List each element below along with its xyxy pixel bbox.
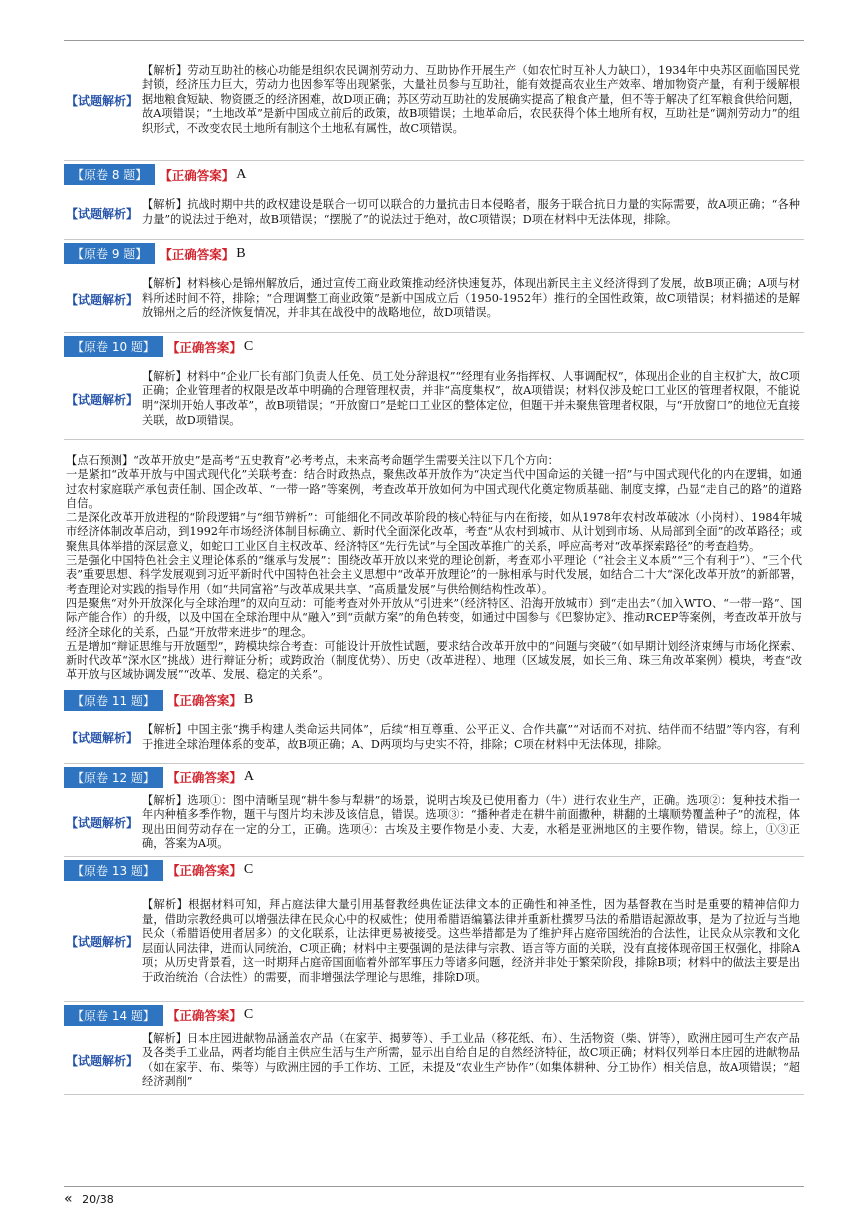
correct-answer: C xyxy=(243,338,254,354)
analysis-label: 【试题解析】 xyxy=(65,816,138,831)
correct-answer-label: 【正确答案】 xyxy=(166,339,242,355)
page-content xyxy=(64,40,804,1095)
question-header-8 xyxy=(64,164,804,185)
analysis-block-8 xyxy=(64,187,804,240)
correct-answer-label: 【正确答案】 xyxy=(166,863,242,879)
analysis-label: 【试题解析】 xyxy=(65,731,138,746)
question-number: 【原卷 8 题】 xyxy=(64,164,155,185)
correct-answer: B xyxy=(243,692,254,708)
prediction-intro: 【点石预测】“改革开放史”是高考“五史教育”必考考点，未来高考命题学生需要关注以下几个方向： xyxy=(66,454,559,467)
question-header-11 xyxy=(64,690,804,711)
footer-rule xyxy=(64,1186,804,1187)
analysis-label: 【试题解析】 xyxy=(65,1054,138,1069)
analysis-text: 【解析】中国主张“携手构建人类命运共同体”，后续“相互尊重、公平正义、合作共赢”“对话而不对抗、结伴而不结盟”等内容，有利于推进全球治理体系的变革，故B项正确；A、D两项均与史实不符，排除；C项在材料中无法体现，排除。 xyxy=(142,723,800,751)
correct-answer-label: 【正确答案】 xyxy=(159,246,235,262)
question-header-12 xyxy=(64,767,804,788)
question-header-10 xyxy=(64,336,804,357)
prediction-point-3: 三是强化中国特色社会主义理论体系的“继承与发展”：围绕改革开放以来党的理论创新，考查邓小平理论（“社会主义本质”“三个有利于”）、“三个代表”重要思想、科学发展观到习近平新时代中国特色社会主义思想中“改革开放理论”的一脉相承与时代发展，如结合二十大“深化改革开放”的新部署，考查理论对实践的指导作用（如“共同富裕”与改革成果共享、“高质量发展”与供给侧结构性改革）。 xyxy=(66,554,802,596)
question-number: 【原卷 10 题】 xyxy=(64,336,163,357)
correct-answer-label: 【正确答案】 xyxy=(166,770,242,786)
page-number: 20/38 xyxy=(82,1193,114,1206)
correct-answer: A xyxy=(236,166,247,182)
correct-answer: A xyxy=(243,769,255,785)
analysis-block-14 xyxy=(64,1028,804,1095)
analysis-block-11 xyxy=(64,713,804,764)
analysis-label: 【试题解析】 xyxy=(65,206,138,221)
analysis-block-10 xyxy=(64,359,804,440)
prediction-section xyxy=(64,440,804,687)
question-number: 【原卷 9 题】 xyxy=(64,243,155,264)
question-header-14 xyxy=(64,1005,804,1026)
analysis-text: 【解析】日本庄园进献物品涵盖农产品（在家芋、揭萝等）、手工业品（移花纸、布）、生活物资（柴、饼等），欧洲庄园可生产农产品及各类手工业品，两者均能自主供应生活与生产所需，显示出自给自足的自然经济特征，故C项正确；材料仅列举日本庄园的进献物品（如在家芋、布、柴等）与欧洲庄园的手工作坊、工匠，未提及“农业生产协作”（如集体耕种、分工协作）相关信息，故A项错误；“超经济剥削” xyxy=(142,1031,800,1089)
correct-answer: B xyxy=(236,245,246,261)
question-number: 【原卷 12 题】 xyxy=(64,767,163,788)
analysis-block-12 xyxy=(64,790,804,857)
correct-answer: C xyxy=(243,862,254,878)
correct-answer-label: 【正确答案】 xyxy=(166,693,242,709)
double-left-arrow-icon[interactable]: « xyxy=(64,1191,73,1207)
analysis-text: 【解析】材料核心是锦州解放后，通过宣传工商业政策推动经济快速复苏，体现出新民主主义经济得到了发展，故B项正确；A项与材料所述时间不符，排除；“合理调整工商业政策”是新中国成立后（1950-1952年）推行的全国性政策，故C项错误；材料描述的是解放锦州之后的经济恢复情况，并非其在战役中的战略地位，故D项错误。 xyxy=(142,277,800,320)
prediction-point-1: 一是紧扣“改革开放与中国式现代化”关联考查：结合时政热点，聚焦改革开放作为“决定当代中国命运的关键一招”与中国式现代化的内在逻辑，如通过农村家庭联产承包责任制、国企改革、“一带一路”等案例，考查改革开放如何为中国式现代化奠定物质基础、制度支撑，凸显“走自己的路”的道路自信。 xyxy=(66,468,802,510)
analysis-block-9 xyxy=(64,266,804,333)
question-number: 【原卷 14 题】 xyxy=(64,1005,163,1026)
analysis-text: 【解析】选项①：图中清晰呈现“耕牛参与犁耕”的场景，说明古埃及已使用畜力（牛）进行农业生产，正确。选项②：复种技术指一年内种植多季作物，题干与图片均未涉及该信息，错误。选项③：“播种者走在耕牛前面撒种，耕翻的土壤顺势覆盖种子”的流程，体现出田间劳动存在一定的分工，正确。选项④：古埃及主要作物是小麦、大麦，水稻是亚洲地区的主要作物，错误。综上，①③正确，答案为A项。 xyxy=(142,793,800,851)
correct-answer-label: 【正确答案】 xyxy=(159,167,235,183)
correct-answer: C xyxy=(243,1007,254,1023)
analysis-label: 【试题解析】 xyxy=(65,93,138,108)
question-header-9 xyxy=(64,243,804,264)
question-number: 【原卷 11 题】 xyxy=(64,690,163,711)
prediction-point-4: 四是聚焦“对外开放深化与全球治理”的双向互动：可能考查对外开放从“引进来”（经济特区、沿海开放城市）到“走出去”（加入WTO、“一带一路”、国际产能合作）的升级，以及中国在全球治理中从“融入”到“贡献方案”的角色转变，如通过中国参与《巴黎协定》、推动RCEP等案例，考查改革开放与经济全球化的关系，凸显“开放带来进步”的理念。 xyxy=(66,596,802,639)
analysis-label: 【试题解析】 xyxy=(65,935,138,950)
page-footer xyxy=(64,1191,114,1207)
analysis-text: 【解析】材料中“企业厂长有部门负责人任免、员工处分辞退权”“经理有业务指挥权、人事调配权”，体现出企业的自主权扩大，故C项正确；企业管理者的权限是改革中明确的合理管理权责，并非“高度集权”，故A项错误；材料仅涉及蛇口工业区的管理者权限，不能说明“深圳开始人事改革”，故B项错误；“开放窗口”是蛇口工业区的整体定位，但题干并未聚焦管理者权限，与“开放窗口”的地位无直接关联，故D项错误。 xyxy=(142,369,800,427)
correct-answer-label: 【正确答案】 xyxy=(166,1008,242,1024)
question-number: 【原卷 13 题】 xyxy=(64,860,163,881)
analysis-label: 【试题解析】 xyxy=(65,392,138,407)
analysis-label: 【试题解析】 xyxy=(65,292,138,307)
prediction-point-5: 五是增加“辩证思维与开放题型”，跨模块综合考查：可能设计开放性试题，要求结合改革开放中的“问题与突破”（如早期计划经济束缚与市场化探索、新时代改革“深水区”挑战）进行辩证分析；或跨政治（制度优势）、历史（改革进程）、地理（区域发展，如长三角、珠三角改革案例）模块，考查“改革开放与区域协调发展”“改革、发展、稳定的关系”。 xyxy=(66,639,802,682)
analysis-block-13 xyxy=(64,883,804,1002)
prediction-point-2: 二是深化改革开放进程的“阶段逻辑”与“细节辨析”：可能细化不同改革阶段的核心特征与内在衔接，如从1978年农村改革破冰（小岗村）、1984年城市经济体制改革启动，到1992年市场经济体制目标确立、新时代全面深化改革，考查“从农村到城市、从计划到市场、从局部到全面”的改革路径；或聚焦具体举措的深层意义，如蛇口工业区自主权改革、经济特区“先行先试”与全国改革推广的关系，呼应高考对“改革探索路径”的考查趋势。 xyxy=(66,511,802,553)
question-header-13 xyxy=(64,860,804,881)
analysis-text: 【解析】劳动互助社的核心功能是组织农民调剂劳动力、互助协作开展生产（如农忙时互补人力缺口），1934年中央苏区面临国民党封锁，经济压力巨大，劳动力也因参军等出现紧张，大量社员参与互助社，能有效提高农业生产效率、增加物资产量，有利于缓解根据地粮食短缺、物资匮乏的经济困难，故D项正确；苏区劳动互助社的发展确实提高了粮食产量，但不等于解决了红军粮食供给问题，故A项错误；“土地改革”是新中国成立前后的政策，故B项错误；土地革命后，农民获得个体土地所有权，互助社是“调剂劳动力”的组织形式，不改变农民土地所有制这个土地私有属性，故C项错误。 xyxy=(142,63,800,135)
analysis-text: 【解析】根据材料可知，拜占庭法律大量引用基督教经典佐证法律文本的正确性和神圣性，因为基督教在当时是重要的精神信仰力量，借助宗教经典可以增强法律在民众心中的权威性；使用希腊语编纂法律并重新杜撰罗马法的希腊语起源故事，是为了拉近与当地民众（希腊语使用者居多）的文化联系，让法律更易被接受。这些举措都是为了维护拜占庭帝国统治的合法性，让民众从宗教和文化层面认同法律，进而认同统治，C项正确；材料中主要强调的是法律与宗教、语言等方面的关联，没有直接体现帝国王权强化，排除A项；从历史背景看，这一时期拜占庭帝国面临着外部军事压力等诸多问题，经济并非处于繁荣阶段，排除B项；材料中的做法主要是出于政治统治（合法性）的需要，而非增强法学理论与思维，排除D项。 xyxy=(142,897,800,984)
analysis-text: 【解析】抗战时期中共的政权建设是联合一切可以联合的力量抗击日本侵略者，服务于联合抗日力量的实际需要，故A项正确；“各种力量”的说法过于绝对，故B项错误；“摆脱了”的说法过于绝对，故C项错误；D项在材料中无法体现，排除。 xyxy=(142,198,800,226)
analysis-block-7 xyxy=(64,40,804,161)
